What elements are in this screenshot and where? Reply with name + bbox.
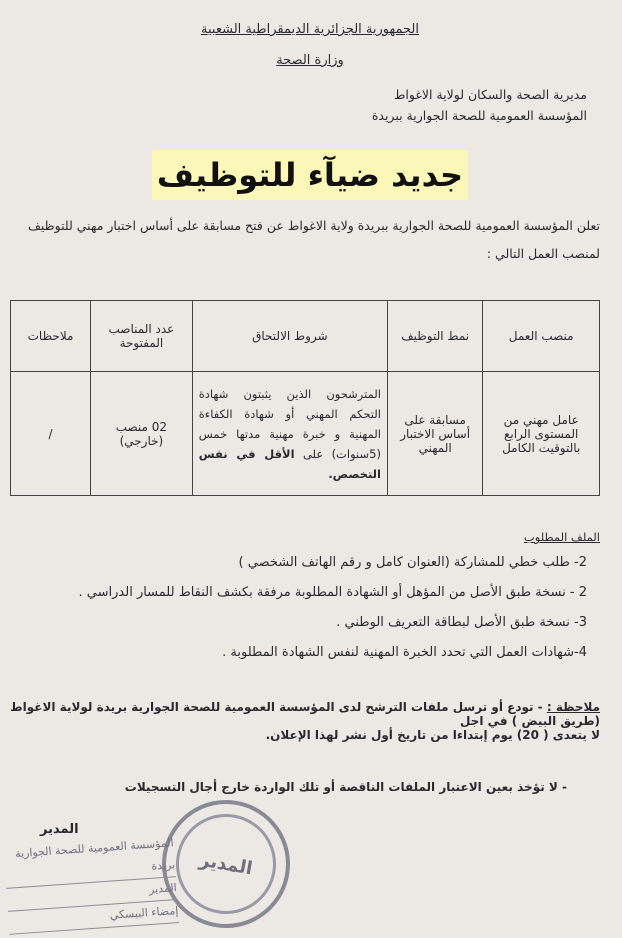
table-row (11, 372, 600, 496)
count-value: 02 منصب (115, 419, 168, 434)
intro-text-2: لمنصب العمل التالي : (486, 246, 600, 261)
conditions-text: المترشحون الذين يثبتون شهادة التحكم المهني أو شهادة الكفاءة المهنية و خبرة مهنية مدتها خمس (5سنوات) على (198, 386, 381, 461)
header-count: عدد المناصب المفتوحة (91, 301, 193, 372)
list-item: 2 - نسخة طبق الأصل من المؤهل أو الشهادة المطلوبة مرفقة بكشف النقاط للمسار الدراسي . (78, 585, 587, 600)
count-type: (خارجي) (119, 433, 164, 448)
header-conditions: شروط الالتحاق (192, 301, 387, 372)
stamp-director: المدير (6, 877, 177, 912)
list-item: 4-شهادات العمل التي تحدد الخبرة المهنية لنفس الشهادة المطلوبة . (222, 645, 587, 660)
stamp-institution: المؤسسة العمومية للصحة الجوارية بريدة (3, 832, 176, 889)
republic-heading: الجمهورية الجزائرية الديمقراطية الشعبية (201, 22, 419, 37)
note-label: ملاحظة : (546, 700, 600, 714)
required-files-list (27, 548, 587, 668)
cell-conditions (192, 372, 387, 496)
list-item: 2- طلب خطي للمشاركة (العنوان كامل و رقم الهاتف الشخصي ) (238, 555, 587, 570)
director-signature-title: المدير (40, 822, 79, 837)
header-notes: ملاحظات (11, 301, 91, 372)
note-line-1 (10, 700, 600, 728)
note-text-1: - تودع أو ترسل ملفات الترشح لدى المؤسسة العمومية للصحة الجوارية بريدة لولاية الاغواط (طريق البيض ) في اجل (10, 700, 600, 728)
recruitment-banner: جديد ضيآء للتوظيف (152, 150, 468, 200)
note-line-3: - لا تؤخذ بعين الاعتبار الملفات الناقصة أو تلك الواردة خارج أجال التسجيلات (124, 780, 567, 794)
intro-text: تعلن المؤسسة العمومية للصحة الجوارية ببريدة ولاية الاغواط عن فتح مسابقة على أساس اختبار مهني للتوظيف (27, 218, 600, 233)
header-mode: نمط التوظيف (387, 301, 482, 372)
cell-notes: / (11, 372, 91, 496)
director-stamp (3, 832, 179, 930)
institution-line: المؤسسة العمومية للصحة الجوارية ببريدة (371, 108, 587, 123)
ministry-heading: وزارة الصحة (276, 53, 344, 68)
cell-count (91, 372, 193, 496)
header-position: منصب العمل (483, 301, 600, 372)
positions-table (10, 300, 600, 496)
conditions-text-bold: الأقل في نفس التخصص. (198, 446, 381, 481)
cell-position: عامل مهني من المستوى الرابع بالتوقيت الكامل (483, 372, 600, 496)
directorate-line: مديرية الصحة والسكان لولاية الاغواط (393, 87, 587, 102)
note-line-2: لا يتعدى ( 20) يوم إبتداءا من تاريخ أول نشر لهذا الإعلان. (265, 728, 600, 742)
table-header-row (11, 301, 600, 372)
stamp-signed: إمضاء البيسكي (8, 900, 179, 935)
list-item: 3- نسخة طبق الأصل لبطاقة التعريف الوطني . (336, 615, 587, 630)
cell-mode: مسابقة على أساس الاختبار المهني (387, 372, 482, 496)
required-files-title: الملف المطلوب (523, 530, 600, 544)
stamp-text: المدير (197, 849, 255, 879)
